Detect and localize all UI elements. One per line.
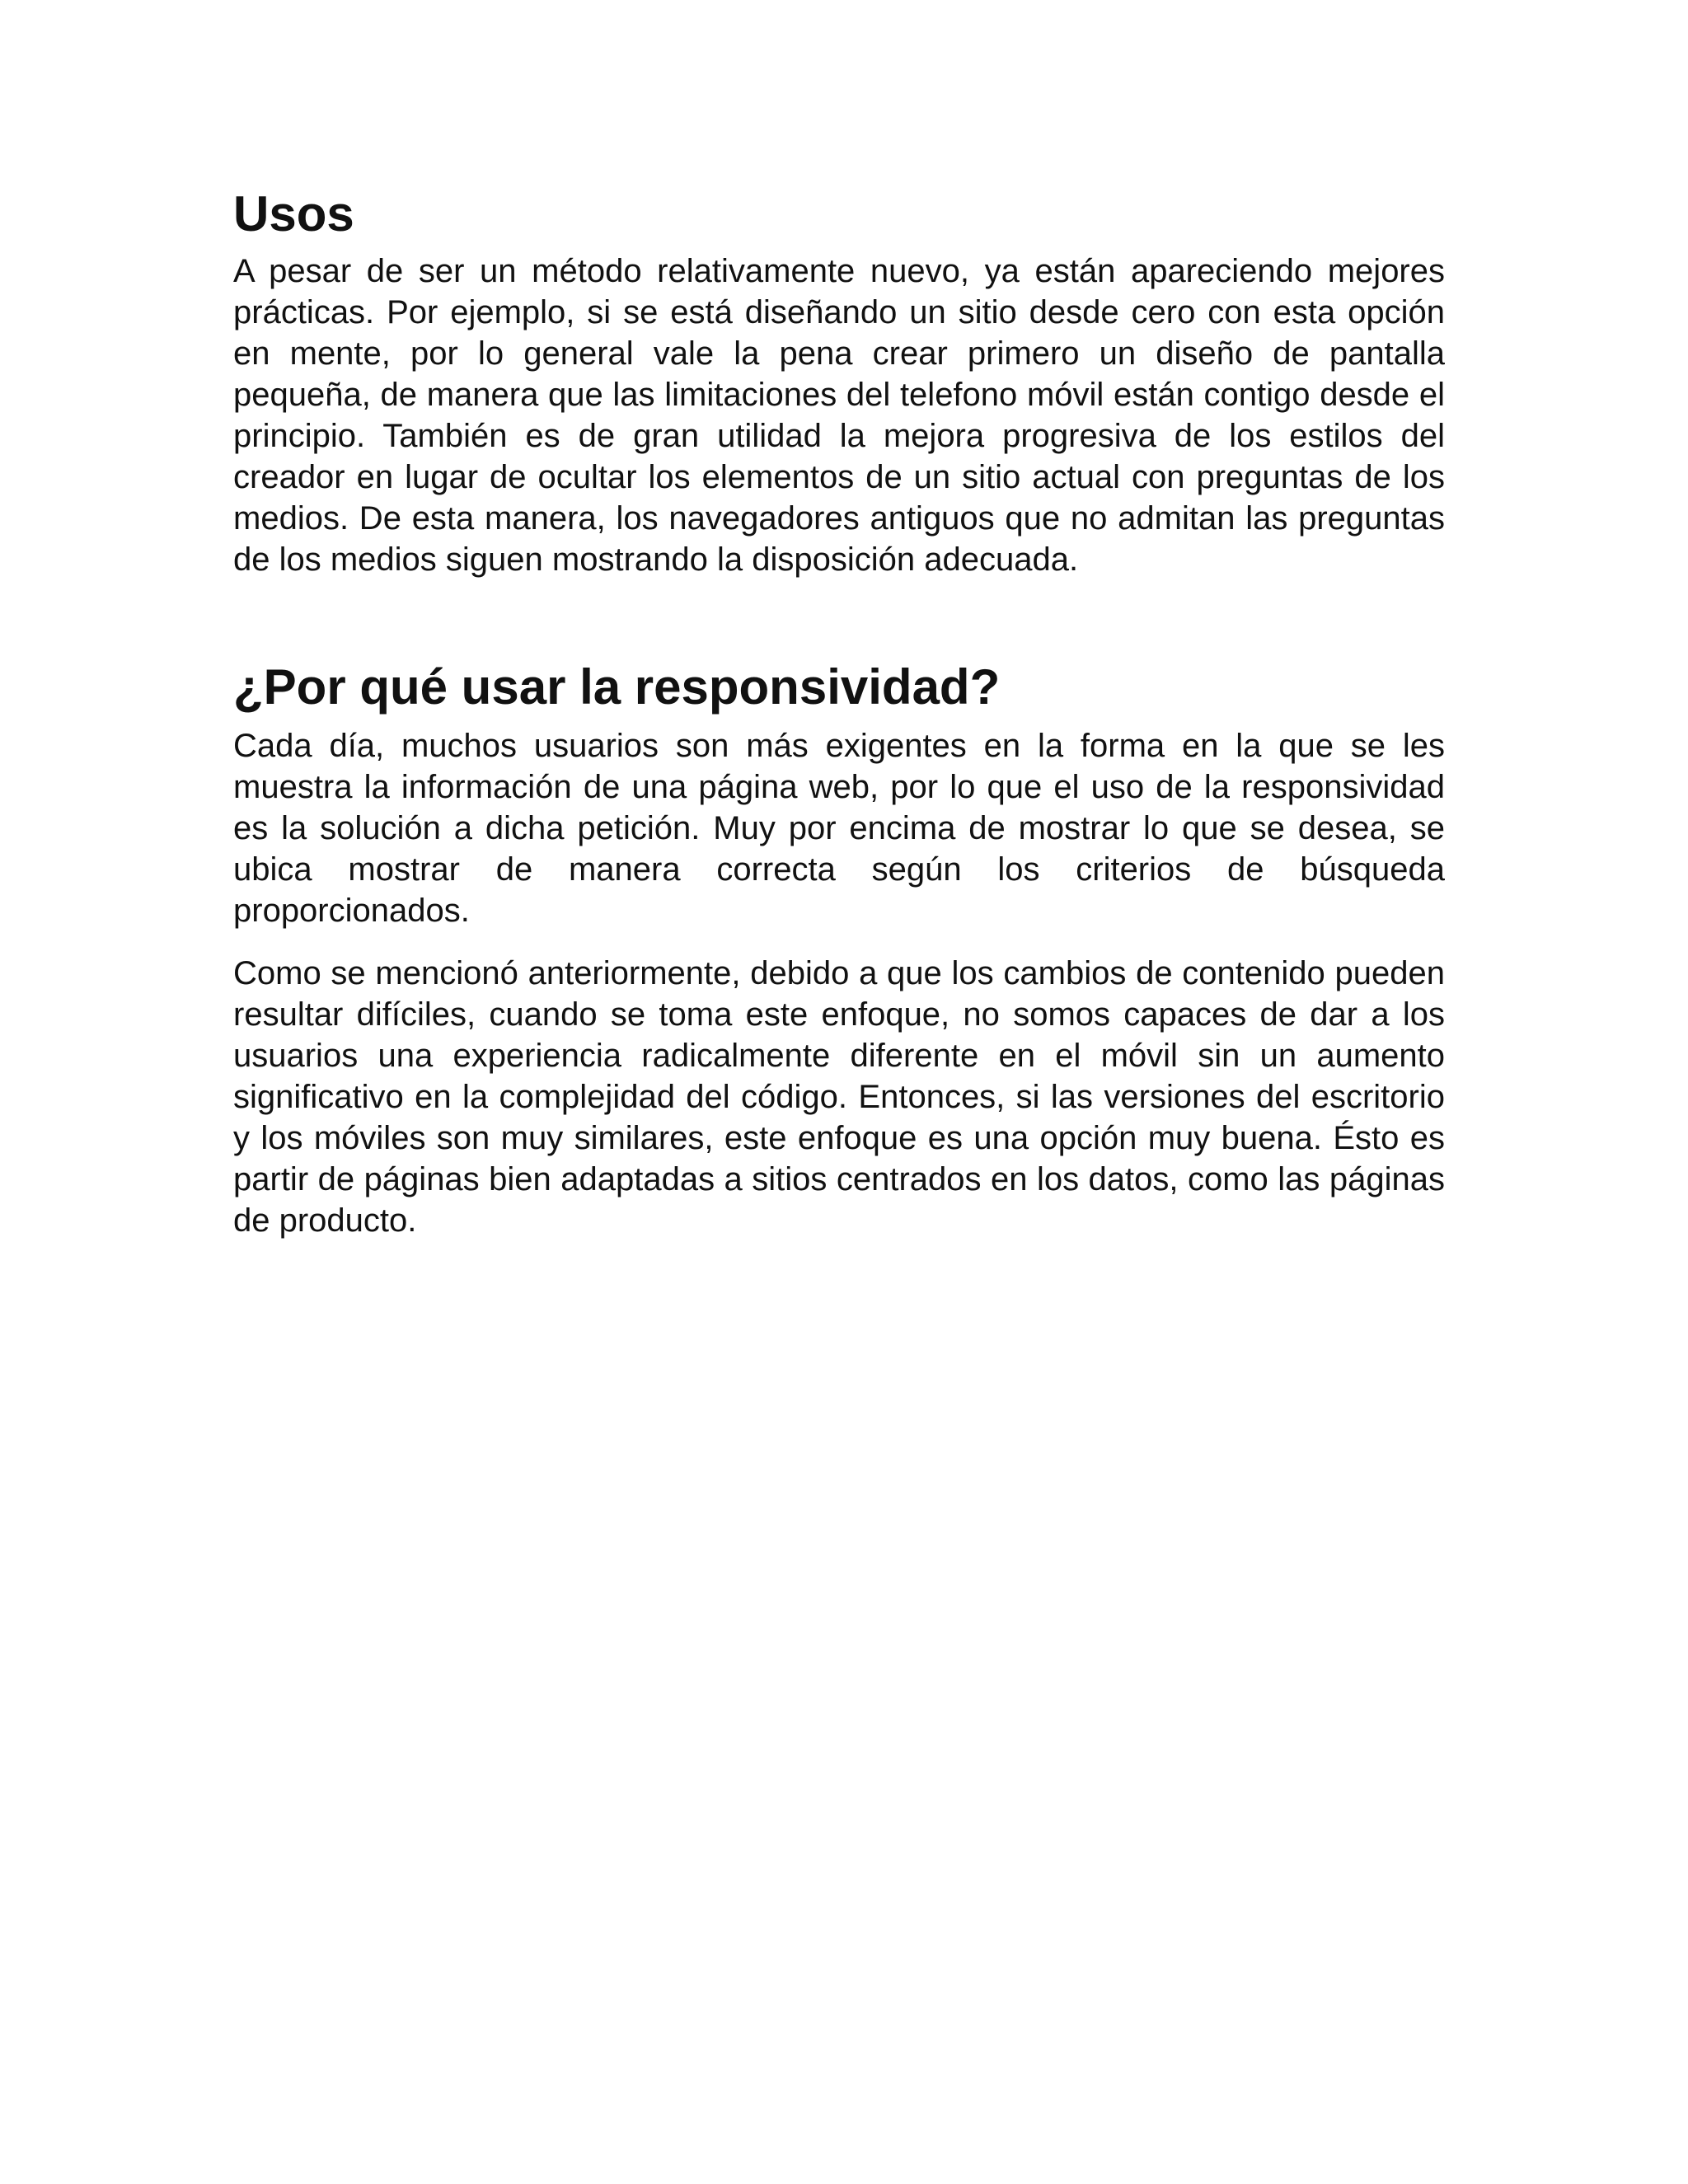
section-heading-usos: Usos <box>233 186 354 241</box>
paragraph-responsividad-1: Cada día, muchos usuarios son más exigentes en la forma en la que se les muestra la información de una página web, por lo que el uso de la responsividad es la solución a dicha petición. Muy por encima de mostrar lo que se desea, se ubica mostrar de manera correcta según los criterios de búsqueda proporcionados. <box>233 728 1445 929</box>
paragraph-usos: A pesar de ser un método relativamente nuevo, ya están apareciendo mejores prácticas. Por ejemplo, si se está diseñando un sitio desde cero con esta opción en mente, por lo general vale la pena crear primero un diseño de pantalla pequeña, de manera que las limitaciones del telefono móvil están contigo desde el principio. También es de gran utilidad la mejora progresiva de los estilos del creador en lugar de ocultar los elementos de un sitio actual con preguntas de los medios. De esta manera, los navegadores antiguos que no admitan las preguntas de los medios siguen mostrando la disposición adecuada. <box>233 253 1445 578</box>
document-body <box>233 186 1445 1241</box>
paragraph-responsividad-2: Como se mencionó anteriormente, debido a que los cambios de contenido pueden resultar difíciles, cuando se toma este enfoque, no somos capaces de dar a los usuarios una experiencia radicalmente diferente en el móvil sin un aumento significativo en la complejidad del código. Entonces, si las versiones del escritorio y los móviles son muy similares, este enfoque es una opción muy buena. Ésto es partir de páginas bien adaptadas a sitios centrados en los datos, como las páginas de producto. <box>233 955 1445 1239</box>
section-heading-por-que-responsividad: ¿Por qué usar la responsividad? <box>233 659 1001 715</box>
